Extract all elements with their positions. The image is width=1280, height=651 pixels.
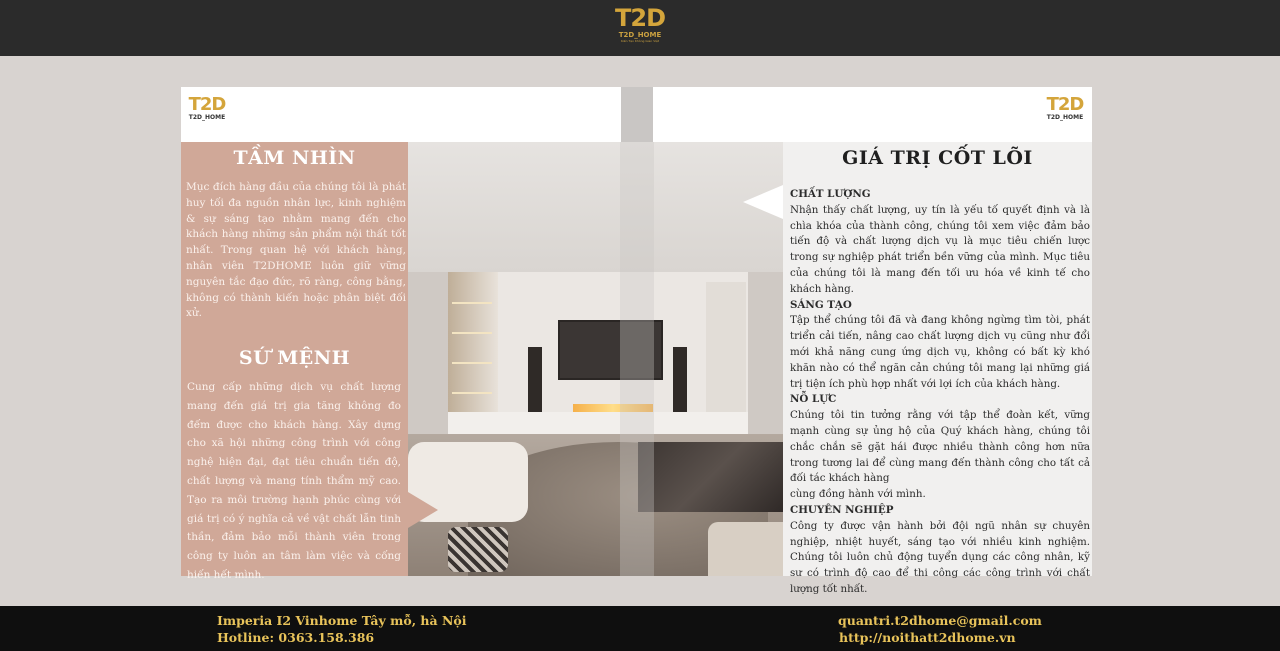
footer-email[interactable]: quantri.t2dhome@gmail.com [838, 613, 1042, 628]
core-heading-creativity: SÁNG TẠO [790, 298, 852, 311]
core-values-title: GIÁ TRỊ CỐT LÕI [842, 147, 1033, 169]
core-text-effort: Chúng tôi tin tưởng rằng với tập thể đoàn kết, vững mạnh cùng sự ủng hộ của Quý khách hàng, chúng tôi chắc chắn sẽ gặt hái được nhiều thành công hơn nữa trong tương lai để cùng mang đến thành công cho tất cả đối tác khách hàng [790, 409, 1090, 485]
card-logo-left [187, 96, 227, 121]
vision-title: TẦM NHÌN [233, 147, 356, 169]
logo-name: T2D_HOME [618, 31, 662, 39]
core-values-list [790, 187, 1090, 598]
core-text-professional: Công ty được vận hành bởi đội ngũ nhân sự chuyên nghiệp, nhiệt huyết, sáng tạo với nhiều kinh nghiệm. Chúng tôi luôn chủ động tuyển dụng các công nhân, kỹ sư có trình độ cao để thi công các công trình với chất lượng tốt nhất. [790, 519, 1090, 595]
logo-name: T2D_HOME [188, 114, 226, 121]
logo-mark: T2D [1046, 94, 1084, 115]
mission-title: SỨ MỆNH [238, 347, 351, 369]
footer-website[interactable]: http://noithatt2dhome.vn [839, 630, 1016, 645]
core-text-effort-2: cùng đồng hành với mình. [790, 488, 926, 501]
vision-mission-panel [181, 142, 408, 581]
footer [0, 606, 1280, 651]
interior-photo [408, 142, 783, 576]
panel-notch-right [743, 185, 783, 219]
logo-tagline: Kiến Tạo Không Gian Việt [620, 39, 660, 43]
logo-mark: T2D [188, 94, 226, 115]
logo-mark: T2D [615, 4, 665, 32]
footer-address: Imperia I2 Vinhome Tây mỗ, hà Nội [217, 613, 467, 628]
core-heading-professional: CHUYÊN NGHIỆP [790, 503, 894, 516]
core-heading-effort: NỖ LỰC [790, 393, 837, 406]
core-text-quality: Nhận thấy chất lượng, uy tín là yếu tố quyết định và là chìa khóa của thành công, chúng tôi xem việc đảm bảo tiến độ và chất lượng dịch vụ là mục tiêu chiến lược trong sự nghiệp phát triển bền vững của mình. Mục tiêu của chúng tôi là mang đến tối ưu hóa về kinh tế cho khách hàng. [790, 203, 1090, 295]
logo-name: T2D_HOME [1046, 114, 1084, 121]
card-logo-right [1045, 96, 1085, 121]
mission-text: Cung cấp những dịch vụ chất lượng mang đến giá trị gia tăng không đo đếm được cho khách hàng. Xây dựng cho xã hội những công trình với công nghệ hiện đại, đạt tiêu chuẩn tiến độ, chất lượng và mang tính thẩm mỹ cao. Tạo ra môi trường hạnh phúc cùng với giá trị có ý nghĩa cả về vật chất lẫn tinh thần, đảm bảo mỗi thành viên trong công ty luôn an tâm làm việc và cống hiến hết mình. [187, 381, 401, 581]
about-card [181, 87, 1092, 595]
top-bar [0, 0, 1280, 56]
core-heading-quality: CHẤT LƯỢNG [790, 188, 871, 200]
core-text-creativity: Tập thể chúng tôi đã và đang không ngừng tìm tòi, phát triển cải tiến, nâng cao chất lượng dịch vụ cũng như đổi mới khả năng cung ứng dịch vụ, không có bất kỳ khó khăn nào có thể ngăn cản chúng tôi mang lại những giá trị tiện ích phù hợp nhất với lợi ích của khách hàng. [790, 314, 1090, 390]
core-values-panel [783, 142, 1092, 595]
header-gap [621, 87, 653, 142]
brand-logo[interactable] [612, 6, 668, 43]
vision-text: Mục đích hàng đầu của chúng tôi là phát huy tối đa nguồn nhân lực, kinh nghiệm & sự sáng tạo nhằm mang đến cho khách hàng những sản phẩm nội thất tốt nhất. Trong quan hệ với khách hàng, nhân viên T2DHOME luôn giữ vững nguyên tắc đạo đức, rõ ràng, công bằng, không có thành kiến hoặc phân biệt đối xử. [186, 181, 406, 320]
panel-arrow-left [408, 492, 438, 528]
footer-hotline[interactable]: Hotline: 0363.158.386 [217, 630, 375, 645]
